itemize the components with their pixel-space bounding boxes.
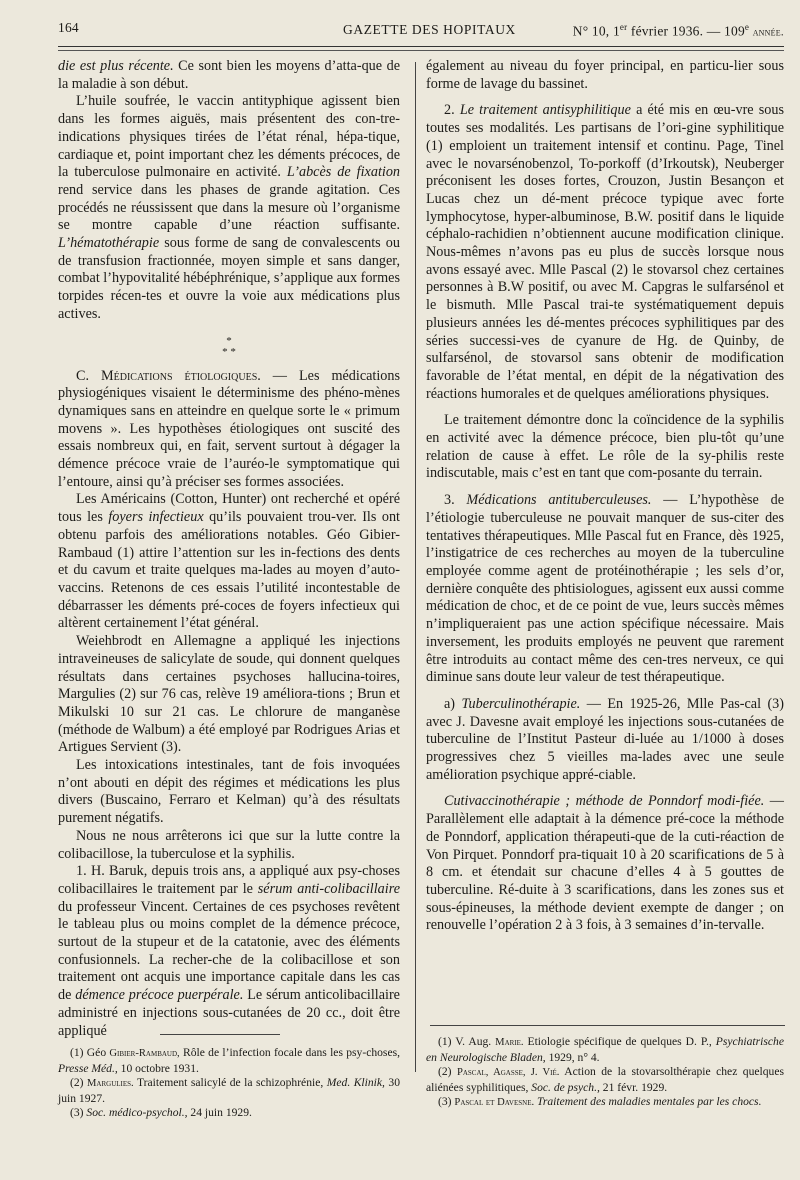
paragraph: Le traitement démontre donc la coïncidence de la syphilis en activité avec la démence précoce, bien plu-tôt qu’une relation de cause à effet. Le rôle de la sy-philis reste indiscutable, mais c’est en tant que com-posante du terrain. [426, 412, 784, 482]
footnote: (1) Géo Gibier-Rambaud, Rôle de l’infection focale dans les psy-choses, Presse Méd., 10 octobre 1931. [58, 1046, 401, 1075]
footnotes-left [58, 1046, 400, 1121]
paragraph: Cutivaccinothérapie ; méthode de Ponndorf modi-fiée. — Parallèlement elle adaptait à la démence pré-coce la méthode de Ponndorf, application thérapeuti-que de la cuti-réaction de Von Pirquet. Ponndorf pra-tiquait 10 à 20 scarifications de 5 à 8 cm. et étendait sur chacune d’elles 4 à 5 gouttes de tuberculine. Ré-duite à 3 scarifications, dans les zones sus et sous-épineuses, la méthode devient exempte de danger ; on renouvelle l’opération 2 à 3 fois, à 3 semaines d’in-tervalle. [426, 793, 784, 934]
paragraph: 3. Médications antituberculeuses. — L’hypothèse de l’étiologie tuberculeuse ne pouvait manquer de sus-citer des tentatives thérapeutiques. Mlle Pascal fut en France, dès 1925, l’instigatrice de ces recherches au moyen de la tuberculine employée comme agent de protéinothérapie ; les sels d’or, dernière conquête des phtisiologues, agissent eux aussi comme médication de choc, et de ce point de vue, leurs succès mêmes n’impliqueraient pas une action spécifique nécessaire. Mais inversement, les produits employés ne peuvent que rarement être introduits au contact même des cen-tres nerveux, ce qui diminue sans doute leur valeur de test thérapeutique. [426, 492, 784, 686]
footnote: (2) Margulies. Traitement salicylé de la schizophrénie, Med. Klinik, 30 juin 1927. [58, 1076, 400, 1105]
paragraph: L’huile soufrée, le vaccin antityphique agissent bien dans les formes aiguës, mais présentent des con-tre-indications physiques tirées de l’état rénal, hépa-tique, cardiaque et, point important chez les déments précoces, de la tuberculose pulmonaire en activité. L’abcès de fixation rend service dans les phases de grande agitation. Ces procédés ne réussissent que dans la mesure où l’organisme se montre capable d’une réaction suffisante. L’hématothérapie sous forme de sang de convalescents ou de transfusion fractionnée, moyen simple et sans danger, combat l’hypovitalité hébéphrénique, s’applique aux formes torpides récen-tes et ouvre la voie aux médications plus actives. [58, 93, 401, 322]
footnote-rule [160, 1034, 280, 1035]
left-column [58, 58, 400, 1040]
paragraph: Weiehbrodt en Allemagne a appliqué les injections intraveineuses de salicylate de soude, qui donnent quelques résultats dans certaines psychoses hallucina-toires, Margulies (2) sur 76 cas, relève 19 améliora-tions ; Brun et Mikulski 10 sur 21 cas. Le chlorure de manganèse (méthode de Walbum) a été employé par Rodrigues Arias et Artigues Servient (3). [58, 633, 400, 756]
header-rule-thin [58, 50, 784, 51]
paragraph: a) Tuberculinothérapie. — En 1925-26, Mlle Pas-cal (3) avec J. Davesne avait employé les injections sous-cutanées de tuberculine de l’Institut Pasteur di-luée au 1/1000 à doses progressives chez 5 vieilles ma-lades avec une seule amélioration psychique appré-ciable. [426, 695, 784, 783]
footnotes-right [426, 1035, 784, 1111]
paragraph: C. Médications étiologiques. — Les médications physiogéniques visaient le déterminisme des phéno-mènes dynamiques sans en atteindre en quelque sorte le « primum movens ». Les hypothèses étiologiques ont suscité des essais nombreux qui, en fait, servent surtout à dégager la démence précoce vraie de l’auréo-le symptomatique qui l’entoure, ainsi qu’à préciser ses formes associées. [58, 367, 401, 490]
page-header [58, 20, 784, 42]
footnote: (3) Soc. médico-psychol., 24 juin 1929. [70, 1106, 252, 1120]
paragraph: 2. Le traitement antisyphilitique a été mis en œu-vre sous toutes ses modalités. Les partisans de l’ori-gine syphilitique (1) emploient un traitement intensif et continu. Page, Tinel avec le novarsénobenzol, To-porkoff (d’Irkoutsk), Neuberger préconisent les doses fortes, Crouzon, Justin Besançon et Lucas chez un dé-ment précoce typique avec forte lymphocytose, hyper-albuminose, B.W. positif dans le liquide céphalo-rachidien n’obtiennent aucune modification clinique. Nous-mêmes n’avons pas eu plus de succès lorsque nous avons essayé avec. Mlle Pascal (2) le stovarsol chez certaines personnes à B.W positif, ou avec M. Capgras le sulfarsénol et le bismuth. Mlle Pascal trai-te systématiquement depuis plusieurs années les dé-mentes précoces syphilitiques par des séries successi-ves de cyanure de Hg. de Quinby, de sulfarsénol, de stovarsol sans obtenir de modification favorable de l’état mental, en dépit de la négativation des réactions humorales et de quelques améliorations physiques. [426, 102, 784, 402]
paragraph: Les Américains (Cotton, Hunter) ont recherché et opéré tous les foyers infectieux qu’ils pouvaient trou-ver. Ils ont obtenu parfois des améliorations notables. Géo Gibier-Rambaud (1) attire l’attention sur les in-fections des dents et du cavum et traite quelques ma-lades au moyen d’auto-vaccins. Retenons de ces essais l’utilité incontestable de débarrasser les déments pré-coces de foyers infectieux qui altèrent certainement l’état général. [58, 491, 400, 632]
section-heading: Médications étiologiques. [101, 367, 261, 384]
section-separator: * * * [222, 334, 236, 358]
right-column [426, 58, 784, 935]
journal-title: GAZETTE DES HOPITAUX [343, 22, 516, 37]
paragraph: Nous ne nous arrêterons ici que sur la lutte contre la colibacillose, la tuberculose et la syphilis. [58, 827, 400, 862]
page-number: 164 [58, 20, 79, 35]
footnote: (2) Pascal, Agasse, J. Vié. Action de la stovarsolthérapie chez quelques aliénées syphilitiques, Soc. de psych., 21 févr. 1929. [426, 1065, 784, 1094]
header-rule [58, 46, 784, 47]
footnote-rule [430, 1025, 785, 1026]
paragraph: Les intoxications intestinales, tant de fois invoquées n’ont abouti en dépit des régimes et médications les plus divers (Buscaino, Ferraro et Kelman) qu’à des résultats purement négatifs. [58, 757, 400, 827]
footnote: (3) Pascal et Davesne. Traitement des maladies mentales par les chocs. [438, 1095, 762, 1109]
paragraph: die est plus récente. Ce sont bien les moyens d’atta-que de la maladie à son début. [58, 58, 400, 92]
paragraph: également au niveau du foyer principal, en particu-lier sous forme de lavage du bassinet. [426, 58, 784, 92]
paragraph: 1. H. Baruk, depuis trois ans, a appliqué aux psy-choses colibacillaires le traitement par le sérum anti-colibacillaire du professeur Vincent. Certaines de ces psychoses revêtent le tableau plus ou moins complet de la démence précoce, surtout de la stupeur et de la catatonie, avec des éléments confusionnels. La recher-che de la colibacillose et son traitement ont acquis une importance capitale dans les cas de démence précoce puerpérale. Le sérum anticolibacillaire administré en injections sous-cutanées de 20 cc., doit être appliqué [58, 863, 400, 1039]
issue-info: N° 10, 1er février 1936. — 109e année. [572, 22, 784, 39]
column-divider [415, 62, 416, 1072]
footnote: (1) V. Aug. Marie. Etiologie spécifique de quelques D. P., Psychiatrische en Neurologische Bladen, 1929, n° 4. [426, 1035, 784, 1064]
